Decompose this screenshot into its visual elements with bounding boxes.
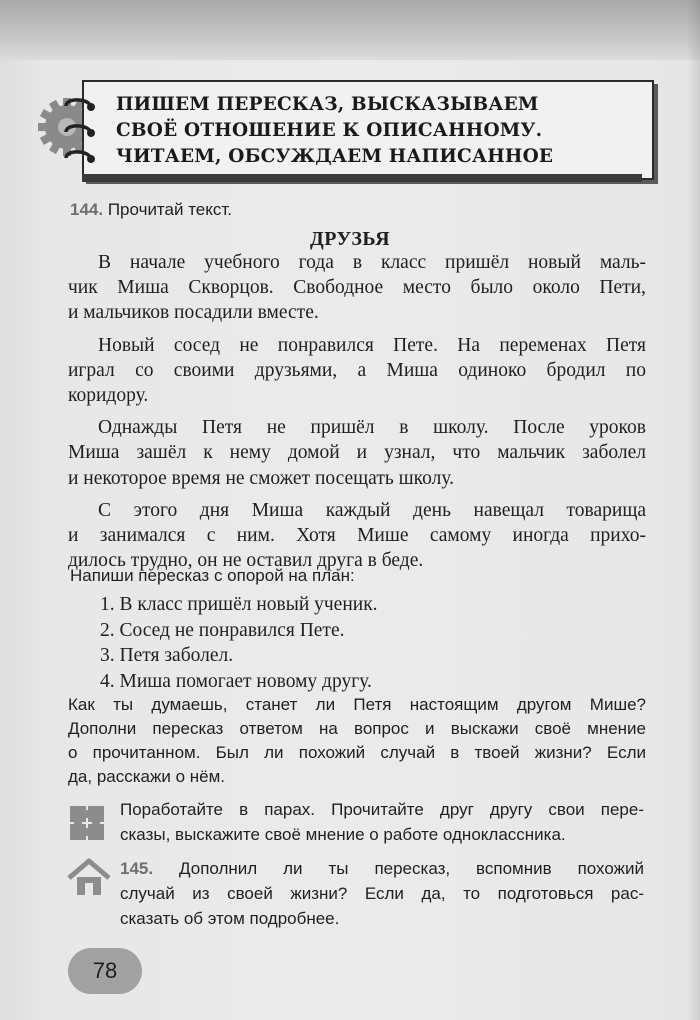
story-line: и занимался с ним. Хотя Мише самому иногда прихо-	[68, 525, 646, 547]
spiral-ring-icon	[62, 148, 96, 168]
task-145-first-line: Дополнил ли ты пересказ, вспомнив похожий	[153, 859, 644, 878]
house-icon	[66, 858, 112, 898]
gear-tooth	[38, 123, 48, 131]
question-line: Как ты думаешь, станет ли Петя настоящим другом Мише?	[68, 695, 646, 714]
pair-work-text	[120, 797, 644, 847]
story-line: Новый сосед не понравился Пете. На переменах Петя	[98, 334, 646, 356]
question-line: о прочитанном. Был ли похожий случай в твоей жизни? Если	[68, 743, 646, 762]
task-instruction: Прочитай текст.	[107, 200, 233, 219]
lesson-title-line: ЧИТАЕМ, ОБСУЖДАЕМ НАПИСАННОЕ	[116, 146, 554, 167]
task-145-line: сказать об этом подробнее.	[120, 909, 340, 928]
story-line: и мальчиков посадили вместе.	[68, 302, 319, 324]
lesson-title-line: ПИШЕМ ПЕРЕСКАЗ, ВЫСКАЗЫВАЕМ	[116, 94, 539, 115]
question-line: да, расскажи о нём.	[68, 767, 226, 786]
story-line: играл со своими друзьями, а Миша одиноко бродил по	[68, 359, 646, 381]
story-line: коридору.	[68, 385, 149, 407]
story-line: чик Миша Скворцов. Свободное место было около Пети,	[68, 277, 646, 299]
spiral-ring-icon	[62, 96, 96, 116]
lesson-title-line: СВОЁ ОТНОШЕНИЕ К ОПИСАННОМУ.	[116, 120, 543, 141]
question-text	[68, 693, 646, 789]
task-145-line: случай из своей жизни? Если да, то подготовься рас-	[120, 884, 644, 903]
task-number: 144.	[70, 200, 104, 219]
story-paragraph	[68, 250, 646, 326]
story-text	[68, 250, 646, 580]
story-line: С этого дня Миша каждый день навещал товарища	[98, 499, 646, 521]
lesson-title	[116, 92, 646, 170]
task-145-line	[120, 856, 644, 881]
plan-item: 2. Сосед не понравился Пете.	[100, 619, 345, 641]
task-number: 145.	[120, 859, 154, 878]
question-line: Дополни пересказ ответом на вопрос и выскажи своё мнение	[68, 719, 646, 738]
story-line: Однажды Петя не пришёл в школу. После уроков	[98, 417, 646, 439]
plan-item: 3. Петя заболел.	[100, 645, 234, 666]
story-title: ДРУЗЬЯ	[309, 228, 391, 250]
page-number: 78	[92, 958, 118, 983]
story-line: и некоторое время не сможет посещать школу.	[68, 467, 455, 489]
top-decorative-band	[0, 0, 700, 60]
story-line: Миша зашёл к нему домой и узнал, что мальчик заболел	[68, 442, 646, 464]
story-paragraph	[68, 498, 646, 574]
story-paragraph	[68, 415, 646, 491]
page-edge-shadow	[686, 0, 700, 1020]
plan-list	[100, 592, 378, 694]
header-underline	[82, 174, 642, 182]
story-paragraph	[68, 333, 646, 409]
story-line: В начале учебного года в класс пришёл новый маль-	[98, 252, 646, 273]
pair-work-line: Поработайте в парах. Прочитайте друг другу свои пере-	[120, 800, 644, 819]
plan-item: 1. В класс пришёл новый ученик.	[100, 594, 378, 615]
task-145	[120, 856, 644, 931]
task-144	[70, 200, 232, 220]
plan-intro: Напиши пересказ с опорой на план:	[70, 566, 355, 585]
spiral-ring-icon	[62, 122, 96, 142]
plan-item: 4. Миша помогает новому другу.	[100, 670, 372, 692]
story-line: дилось трудно, он не оставил друга в беде.	[68, 550, 424, 572]
pair-work-line: сказы, выскажите своё мнение о работе одноклассника.	[120, 825, 566, 844]
puzzle-icon	[64, 800, 110, 846]
